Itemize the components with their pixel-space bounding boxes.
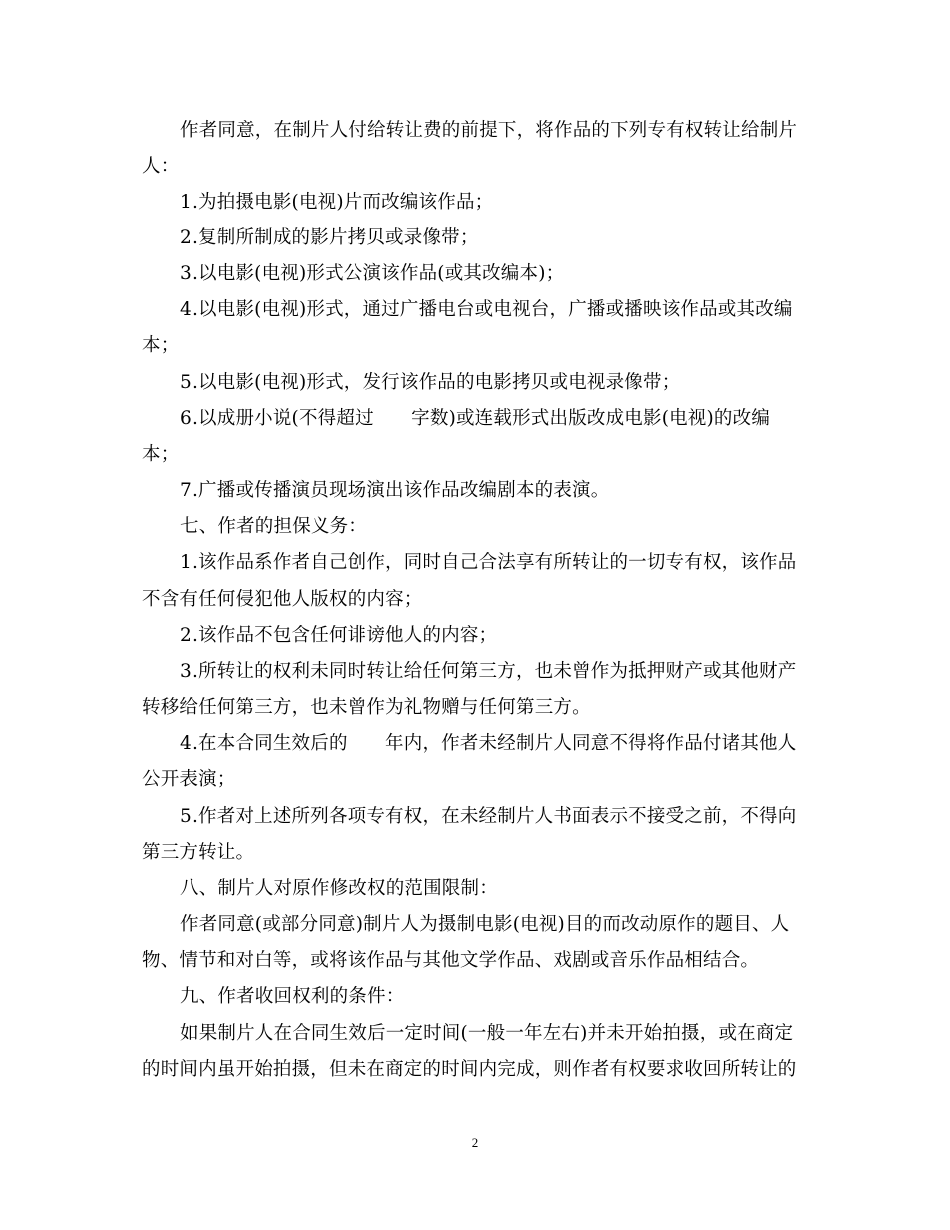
list-item: 3.所转让的权利未同时转让给任何第三方，也未曾作为抵押财产或其他财产 — [180, 661, 797, 682]
list-item: 2.该作品不包含任何诽谤他人的内容； — [180, 625, 498, 646]
list-item: 5.作者对上述所列各项专有权，在未经制片人书面表示不接受之前，不得向 — [180, 806, 797, 827]
list-item-continuation: 第三方转让。 — [142, 842, 255, 863]
section-heading: 八、制片人对原作修改权的范围限制： — [180, 878, 498, 899]
list-item-continuation: 转移给任何第三方，也未曾作为礼物赠与任何第三方。 — [142, 697, 591, 718]
list-item-continuation: 不含有任何侵犯他人版权的内容； — [142, 589, 423, 610]
list-item-continuation: 本； — [142, 444, 180, 465]
list-item-continuation: 公开表演； — [142, 769, 236, 790]
list-item: 5.以电影(电视)形式，发行该作品的电影拷贝或电视录像带； — [180, 372, 681, 393]
paragraph-line: 的时间内虽开始拍摄，但未在商定的时间内完成，则作者有权要求收回所转让的 — [142, 1059, 797, 1080]
list-item: 7.广播或传播演员现场演出该作品改编剧本的表演。 — [180, 480, 610, 501]
page-number: 2 — [471, 1135, 479, 1150]
list-item: 3.以电影(电视)形式公演该作品(或其改编本)； — [180, 263, 565, 284]
paragraph-line: 作者同意(或部分同意)制片人为摄制电影(电视)目的而改动原作的题目、人 — [180, 914, 790, 935]
list-item: 4.在本合同生效后的 年内，作者未经制片人同意不得将作品付诸其他人 — [180, 733, 797, 754]
list-item-continuation: 本； — [142, 335, 180, 356]
paragraph-line: 作者同意，在制片人付给转让费的前提下，将作品的下列专有权转让给制片 — [180, 120, 798, 141]
section-heading: 九、作者收回权利的条件： — [180, 986, 405, 1007]
list-item: 6.以成册小说(不得超过 字数)或连载形式出版改成电影(电视)的改编 — [180, 408, 771, 429]
list-item: 1.该作品系作者自己创作，同时自己合法享有所转让的一切专有权，该作品 — [180, 552, 797, 573]
list-item: 1.为拍摄电影(电视)片而改编该作品； — [180, 192, 494, 213]
list-item: 2.复制所制成的影片拷贝或录像带； — [180, 227, 479, 248]
list-item: 4.以电影(电视)形式，通过广播电台或电视台，广播或播映该作品或其改编 — [180, 299, 793, 320]
paragraph-line: 物、情节和对白等，或将该作品与其他文学作品、戏剧或音乐作品相结合。 — [142, 950, 760, 971]
section-heading: 七、作者的担保义务： — [180, 516, 368, 537]
paragraph-line: 人： — [142, 156, 180, 177]
paragraph-line: 如果制片人在合同生效后一定时间(一般一年左右)并未开始拍摄，或在商定 — [180, 1023, 794, 1044]
